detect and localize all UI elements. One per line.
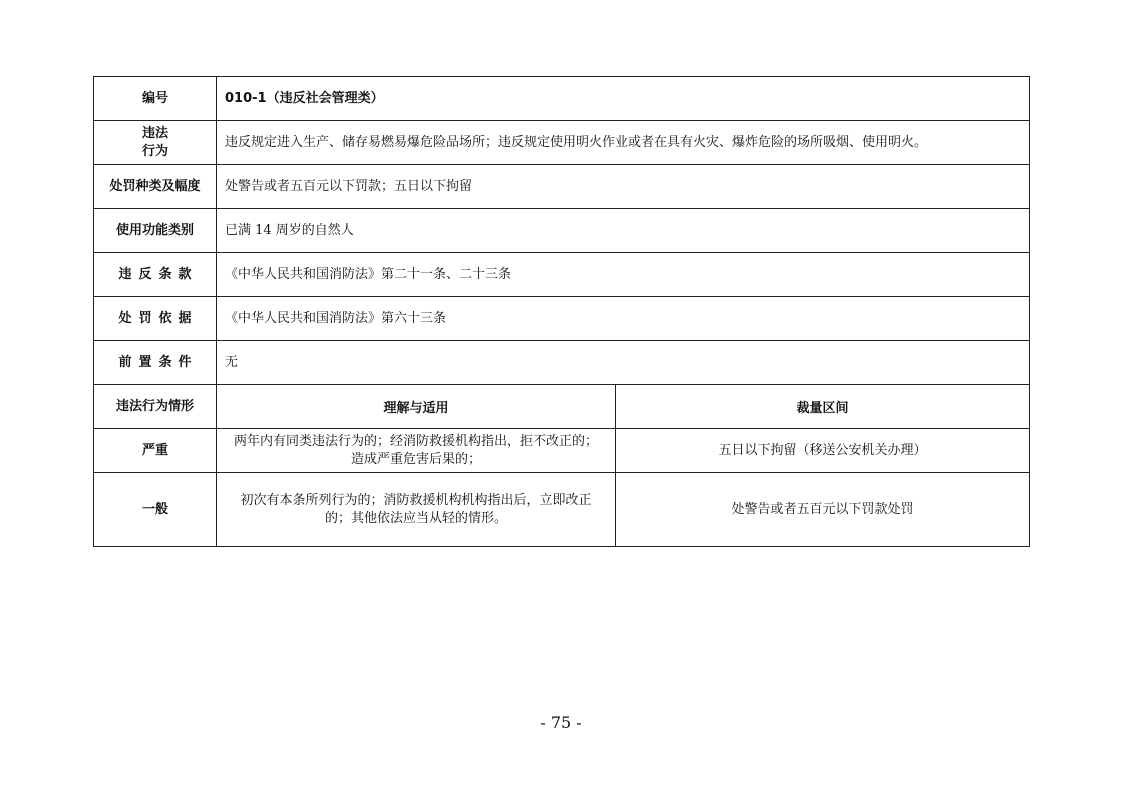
penalty-basis-label: 处罚依据 (94, 297, 217, 341)
row-general (94, 473, 1030, 547)
interpretation-header: 理解与适用 (217, 385, 616, 429)
precondition-label: 前置条件 (94, 341, 217, 385)
violated-article-value: 《中华人民共和国消防法》第二十一条、二十三条 (217, 253, 1030, 297)
row-precondition (94, 341, 1030, 385)
general-interpretation (217, 473, 616, 547)
general-interpretation-line1: 初次有本条所列行为的；消防救援机构机构指出后，立即改正 (240, 492, 592, 508)
row-serious (94, 429, 1030, 473)
page-number: - 75 - (540, 713, 582, 732)
penalty-discretion-table (93, 76, 1030, 547)
general-interpretation-line2: 的；其他依法应当从轻的情形。 (324, 510, 507, 526)
row-code (94, 77, 1030, 121)
act-label-line1: 违法 (141, 125, 168, 141)
precondition-value: 无 (217, 341, 1030, 385)
range-header: 裁量区间 (616, 385, 1030, 429)
row-subject (94, 209, 1030, 253)
general-range: 处警告或者五百元以下罚款处罚 (616, 473, 1030, 547)
violated-article-label: 违反条款 (94, 253, 217, 297)
code-value: 010-1（违反社会管理类） (217, 77, 1030, 121)
act-label-line2: 行为 (141, 143, 168, 159)
general-level: 一般 (94, 473, 217, 547)
subject-label: 使用功能类别 (94, 209, 217, 253)
act-label (94, 121, 217, 165)
penalty-basis-value: 《中华人民共和国消防法》第六十三条 (217, 297, 1030, 341)
serious-interpretation-line1: 两年内有同类违法行为的；经消防救援机构指出，拒不改正的； (233, 433, 598, 449)
act-value: 违反规定进入生产、储存易燃易爆危险品场所；违反规定使用明火作业或者在具有火灾、爆炸危险的场所吸烟、使用明火。 (217, 121, 1030, 165)
row-act (94, 121, 1030, 165)
penalty-type-label: 处罚种类及幅度 (94, 165, 217, 209)
row-violated-article (94, 253, 1030, 297)
row-penalty-type (94, 165, 1030, 209)
penalty-type-value: 处警告或者五百元以下罚款；五日以下拘留 (217, 165, 1030, 209)
subject-value: 已满 14 周岁的自然人 (217, 209, 1030, 253)
row-penalty-basis (94, 297, 1030, 341)
situation-header: 违法行为情形 (94, 385, 217, 429)
serious-interpretation-line2: 造成严重危害后果的； (350, 451, 481, 467)
serious-range: 五日以下拘留（移送公安机关办理） (616, 429, 1030, 473)
row-discretion-header (94, 385, 1030, 429)
serious-level: 严重 (94, 429, 217, 473)
serious-interpretation (217, 429, 616, 473)
code-label: 编号 (94, 77, 217, 121)
